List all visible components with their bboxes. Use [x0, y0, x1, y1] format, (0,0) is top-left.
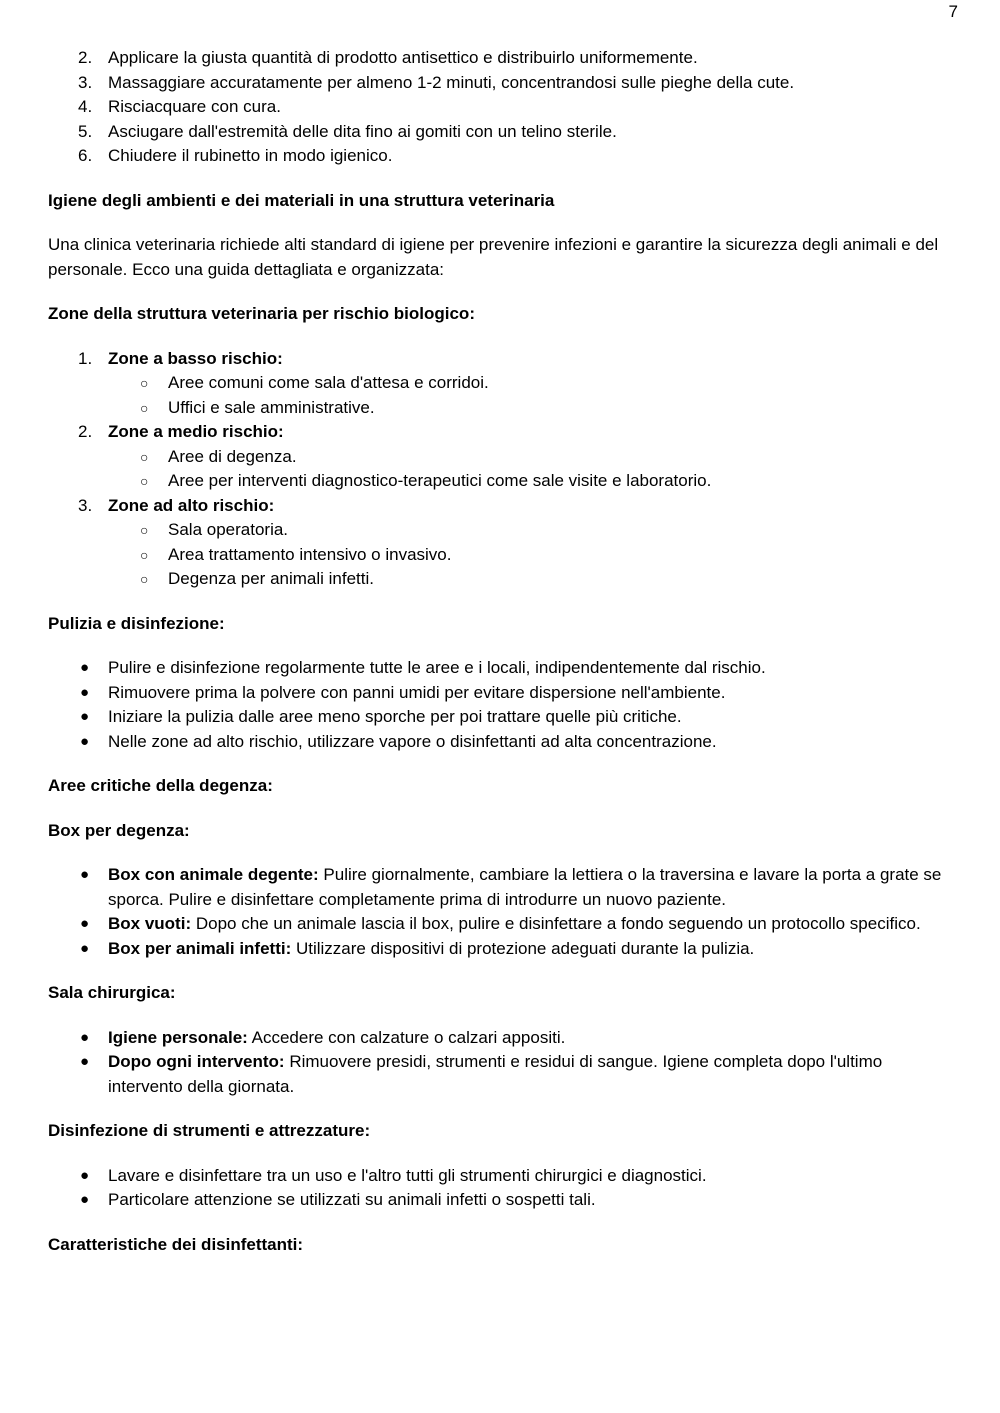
bullet-icon: ● [80, 915, 90, 932]
bullet-icon: ● [80, 1166, 90, 1184]
list-number: 2. [78, 422, 93, 441]
list-item [48, 912, 958, 937]
circle-bullet-icon: ○ [140, 448, 149, 465]
bullet-icon: ● [80, 659, 90, 676]
list-text: Rimuovere presidi, strumenti e residui di sangue. Igiene completa dopo l'ultimo intervento della giornata. [108, 1052, 883, 1096]
item-label: Box vuoti: [108, 914, 192, 933]
zones-heading: Zone della struttura veterinaria per rischio biologico: [48, 304, 475, 323]
sub-list-item [48, 567, 958, 592]
list-item [48, 937, 958, 962]
critical-areas-heading: Aree critiche della degenza: [48, 776, 273, 795]
sub-list-text: Aree per interventi diagnostico-terapeutici come sale visite e laboratorio. [168, 471, 712, 490]
zones-list [48, 347, 958, 592]
circle-bullet-icon: ○ [140, 546, 149, 563]
cleaning-heading: Pulizia e disinfezione: [48, 613, 225, 633]
circle-bullet-icon: ○ [140, 522, 149, 538]
boxes-heading: Box per degenza: [48, 820, 190, 840]
list-text: Pulire giornalmente, cambiare la lettiera o la traversina e lavare la porta a grate se sporca. Pulire e disinfettare completamente prima di introdurre un nuovo paziente. [108, 865, 942, 909]
list-number: 1. [78, 348, 93, 368]
bullet-icon: ● [80, 708, 90, 725]
sub-list-item [48, 518, 958, 543]
list-text: Massaggiare accuratamente per almeno 1-2 minuti, concentrandosi sulle pieghe della cute. [108, 72, 795, 92]
circle-bullet-icon: ○ [140, 473, 149, 489]
sub-list-text: Aree comuni come sala d'attesa e corridoi. [168, 373, 489, 392]
list-item [48, 494, 958, 519]
sub-list-text: Sala operatoria. [168, 520, 289, 539]
circle-bullet-icon: ○ [140, 571, 149, 587]
list-number: 3. [78, 495, 93, 515]
intro-paragraph: Una clinica veterinaria richiede alti standard di igiene per prevenire infezioni e garantire la sicurezza degli animali e del personale. Ecco una guida dettagliata e organizzata: [48, 235, 939, 279]
list-item [48, 420, 958, 445]
sub-list-text: Aree di degenza. [168, 446, 297, 466]
bullet-icon: ● [80, 1028, 90, 1046]
list-item [48, 681, 958, 706]
sub-list-text: Uffici e sale amministrative. [168, 397, 375, 417]
steps-list [48, 46, 958, 169]
list-item [48, 656, 958, 681]
list-item [48, 730, 958, 755]
surgery-heading: Sala chirurgica: [48, 983, 176, 1002]
sub-list-item [48, 371, 958, 396]
list-number: 6. [78, 146, 93, 165]
list-item [48, 71, 958, 96]
surgery-list [48, 1026, 958, 1100]
list-item [48, 1026, 958, 1051]
zone-label: Zone a medio rischio: [108, 422, 284, 441]
list-text: Risciacquare con cura. [108, 97, 281, 116]
sub-list-text: Degenza per animali infetti. [168, 569, 375, 588]
list-item [48, 1050, 958, 1099]
boxes-list [48, 863, 958, 961]
bullet-icon: ● [80, 939, 90, 957]
instruments-heading: Disinfezione di strumenti e attrezzature: [48, 1121, 371, 1140]
item-label: Igiene personale: [108, 1027, 248, 1047]
list-item [48, 863, 958, 912]
list-number: 2. [78, 48, 93, 67]
list-number: 3. [78, 72, 93, 92]
sub-list-item [48, 543, 958, 568]
list-text: Chiudere il rubinetto in modo igienico. [108, 146, 393, 165]
disinfectants-heading: Caratteristiche dei disinfettanti: [48, 1234, 304, 1254]
list-item [48, 120, 958, 145]
bullet-icon: ● [80, 732, 90, 750]
list-text: Dopo che un animale lascia il box, pulire e disinfettare a fondo seguendo un protocollo specifico. [191, 914, 921, 933]
list-text: Asciugare dall'estremità delle dita fino ai gomiti con un telino sterile. [108, 121, 617, 141]
sub-list-item [48, 445, 958, 470]
item-label: Box per animali infetti: [108, 938, 292, 958]
circle-bullet-icon: ○ [140, 375, 149, 391]
page-number: 7 [948, 2, 958, 21]
zone-label: Zone ad alto rischio: [108, 495, 275, 515]
list-text: Lavare e disinfettare tra un uso e l'altro tutti gli strumenti chirurgici e diagnostici. [108, 1165, 707, 1185]
item-label: Dopo ogni intervento: [108, 1052, 285, 1071]
section-title: Igiene degli ambienti e dei materiali in una struttura veterinaria [48, 190, 555, 210]
cleaning-list [48, 656, 958, 754]
list-item [48, 144, 958, 169]
sub-list-text: Area trattamento intensivo o invasivo. [168, 544, 452, 564]
bullet-icon: ● [80, 1191, 90, 1208]
list-item [48, 1164, 958, 1189]
list-item [48, 1188, 958, 1213]
circle-bullet-icon: ○ [140, 399, 149, 416]
list-text: Accedere con calzature o calzari appositi. [247, 1027, 566, 1047]
bullet-icon: ● [80, 1053, 90, 1070]
list-text: Applicare la giusta quantità di prodotto antisettico e distribuirlo uniformemente. [108, 48, 698, 67]
list-text: Utilizzare dispositivi di protezione adeguati durante la pulizia. [291, 938, 755, 958]
sub-list-item [48, 396, 958, 421]
list-number: 4. [78, 97, 93, 116]
list-item [48, 46, 958, 71]
bullet-icon: ● [80, 866, 90, 883]
list-number: 5. [78, 121, 93, 141]
list-text: Nelle zone ad alto rischio, utilizzare vapore o disinfettanti ad alta concentrazione. [108, 731, 717, 751]
list-text: Pulire e disinfezione regolarmente tutte le aree e i locali, indipendentemente dal rischio. [108, 658, 766, 677]
document-body [48, 46, 958, 1257]
zone-label: Zone a basso rischio: [108, 348, 283, 368]
list-item [48, 95, 958, 120]
instruments-list [48, 1164, 958, 1213]
bullet-icon: ● [80, 683, 90, 701]
item-label: Box con animale degente: [108, 865, 319, 884]
list-text: Particolare attenzione se utilizzati su animali infetti o sospetti tali. [108, 1190, 596, 1209]
list-text: Rimuovere prima la polvere con panni umidi per evitare dispersione nell'ambiente. [108, 682, 726, 702]
list-text: Iniziare la pulizia dalle aree meno sporche per poi trattare quelle più critiche. [108, 707, 682, 726]
list-item [48, 347, 958, 372]
list-item [48, 705, 958, 730]
sub-list-item [48, 469, 958, 494]
